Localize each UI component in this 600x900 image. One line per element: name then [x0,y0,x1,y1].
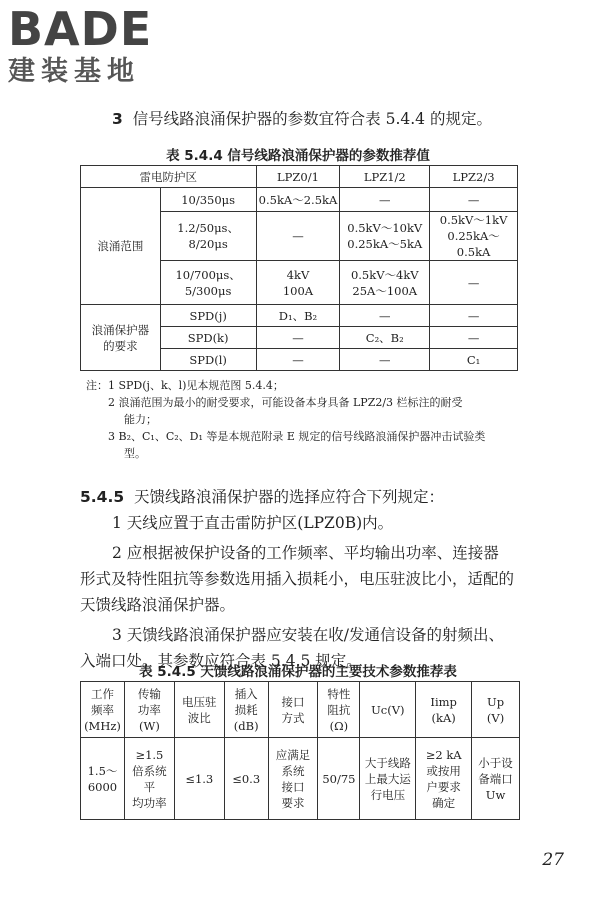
table-cell: — [256,327,340,349]
table-cell: — [430,327,518,349]
table-cell: — [430,188,518,212]
table-cell: 1.5～ 6000 [81,738,125,820]
table-cell: 4kV 100A [256,261,340,305]
table1-caption: 表 5.4.4 信号线路浪涌保护器的参数推荐值 [166,148,430,164]
header-cell: 电压驻 波比 [174,682,224,738]
table2-caption: 表 5.4.5 天馈线路浪涌保护器的主要技术参数推荐表 [139,664,457,680]
section-heading: 5.4.5 天馈线路浪涌保护器的选择应符合下列规定： [80,488,445,506]
table-cell: SPD(k) [160,327,256,349]
table-cell: 10/350μs [160,188,256,212]
header-cell: Up (V) [472,682,520,738]
note-2-cont: 能力； [124,413,157,426]
table-cell: — [340,188,430,212]
intro-para: 3 信号线路浪涌保护器的参数宜符合表 5.4.4 的规定。 [112,110,492,128]
table-cell: — [430,261,518,305]
table-cell: C₂、B₂ [340,327,430,349]
table-cell: 0.5kA～2.5kA [256,188,340,212]
table-cell: C₁ [430,349,518,371]
header-cell: 特性 阻抗 (Ω) [318,682,360,738]
logo [8,4,152,88]
table-cell: 10/700μs、 5/300μs [160,261,256,305]
header-cell: Uc(V) [360,682,416,738]
table-cell: 0.5kV～10kV 0.25kA～5kA [340,212,430,261]
header-cell: LPZ0/1 [256,166,340,188]
header-cell: 接口 方式 [268,682,318,738]
section-5-4-5 [80,486,540,672]
table-cell: — [340,349,430,371]
header-cell: LPZ1/2 [340,166,430,188]
table-cell: — [256,349,340,371]
header-cell: 工作 频率 (MHz) [81,682,125,738]
table-cell: — [340,305,430,327]
group-cell: 浪涌保护器 的要求 [81,305,161,371]
logo-brand: BADE [8,2,153,56]
header-cell: 插入 损耗 (dB) [224,682,268,738]
header-cell: Iimp (kA) [416,682,472,738]
item-2: 2 应根据被保护设备的工作频率、平均输出功率、连接器 [112,544,499,562]
table-cell: 0.5kV～1kV 0.25kA～0.5kA [430,212,518,261]
note-2: 2 浪涌范围为最小的耐受要求，可能设备本身具备 LPZ2/3 栏标注的耐受 [108,396,463,409]
table-cell: 大于线路 上最大运 行电压 [360,738,416,820]
header-cell: LPZ2/3 [430,166,518,188]
note-3: 3 B₂、C₁、C₂、D₁ 等是本规范附录 E 规定的信号线路浪涌保护器冲击试验类 [108,430,486,443]
table-cell: ≥2 kA 或按用 户要求 确定 [416,738,472,820]
table1-notes [86,377,526,462]
table-cell: — [430,305,518,327]
note-1: 注：1 SPD(j、k、l)见本规范图 5.4.4； [86,379,284,392]
page-number: 27 [542,850,564,870]
note-3-cont: 型。 [124,447,146,460]
table-5-4-5 [80,681,520,820]
table-cell: SPD(j) [160,305,256,327]
table-cell: ≤1.3 [174,738,224,820]
table-cell: ≥1.5 倍系统平 均功率 [124,738,174,820]
table-cell: — [256,212,340,261]
table-cell: D₁、B₂ [256,305,340,327]
item-1: 1 天线应置于直击雷防护区(LPZ0B)内。 [112,514,394,532]
table-cell: 1.2/50μs、 8/20μs [160,212,256,261]
item-2-cont: 天馈线路浪涌保护器。 [80,596,236,614]
item-2-cont: 形式及特性阻抗等参数选用插入损耗小，电压驻波比小，适配的 [80,570,515,588]
item-3-cont: 入端口处。其参数应符合表 5.4.5 规定。 [80,652,362,670]
table-cell: 0.5kV～4kV 25A～100A [340,261,430,305]
table-cell: 应满足 系统 接口 要求 [268,738,318,820]
header-cell: 雷电防护区 [81,166,257,188]
table-cell: SPD(l) [160,349,256,371]
item-3: 3 天馈线路浪涌保护器应安装在收/发通信设备的射频出、 [112,626,505,644]
table-5-4-4 [80,165,518,371]
logo-subtitle: 建装基地 [8,56,140,87]
group-cell: 浪涌范围 [81,188,161,305]
table-cell: 小于设 备端口 Uw [472,738,520,820]
table-cell: ≤0.3 [224,738,268,820]
table-cell: 50/75 [318,738,360,820]
header-cell: 传输 功率 (W) [124,682,174,738]
